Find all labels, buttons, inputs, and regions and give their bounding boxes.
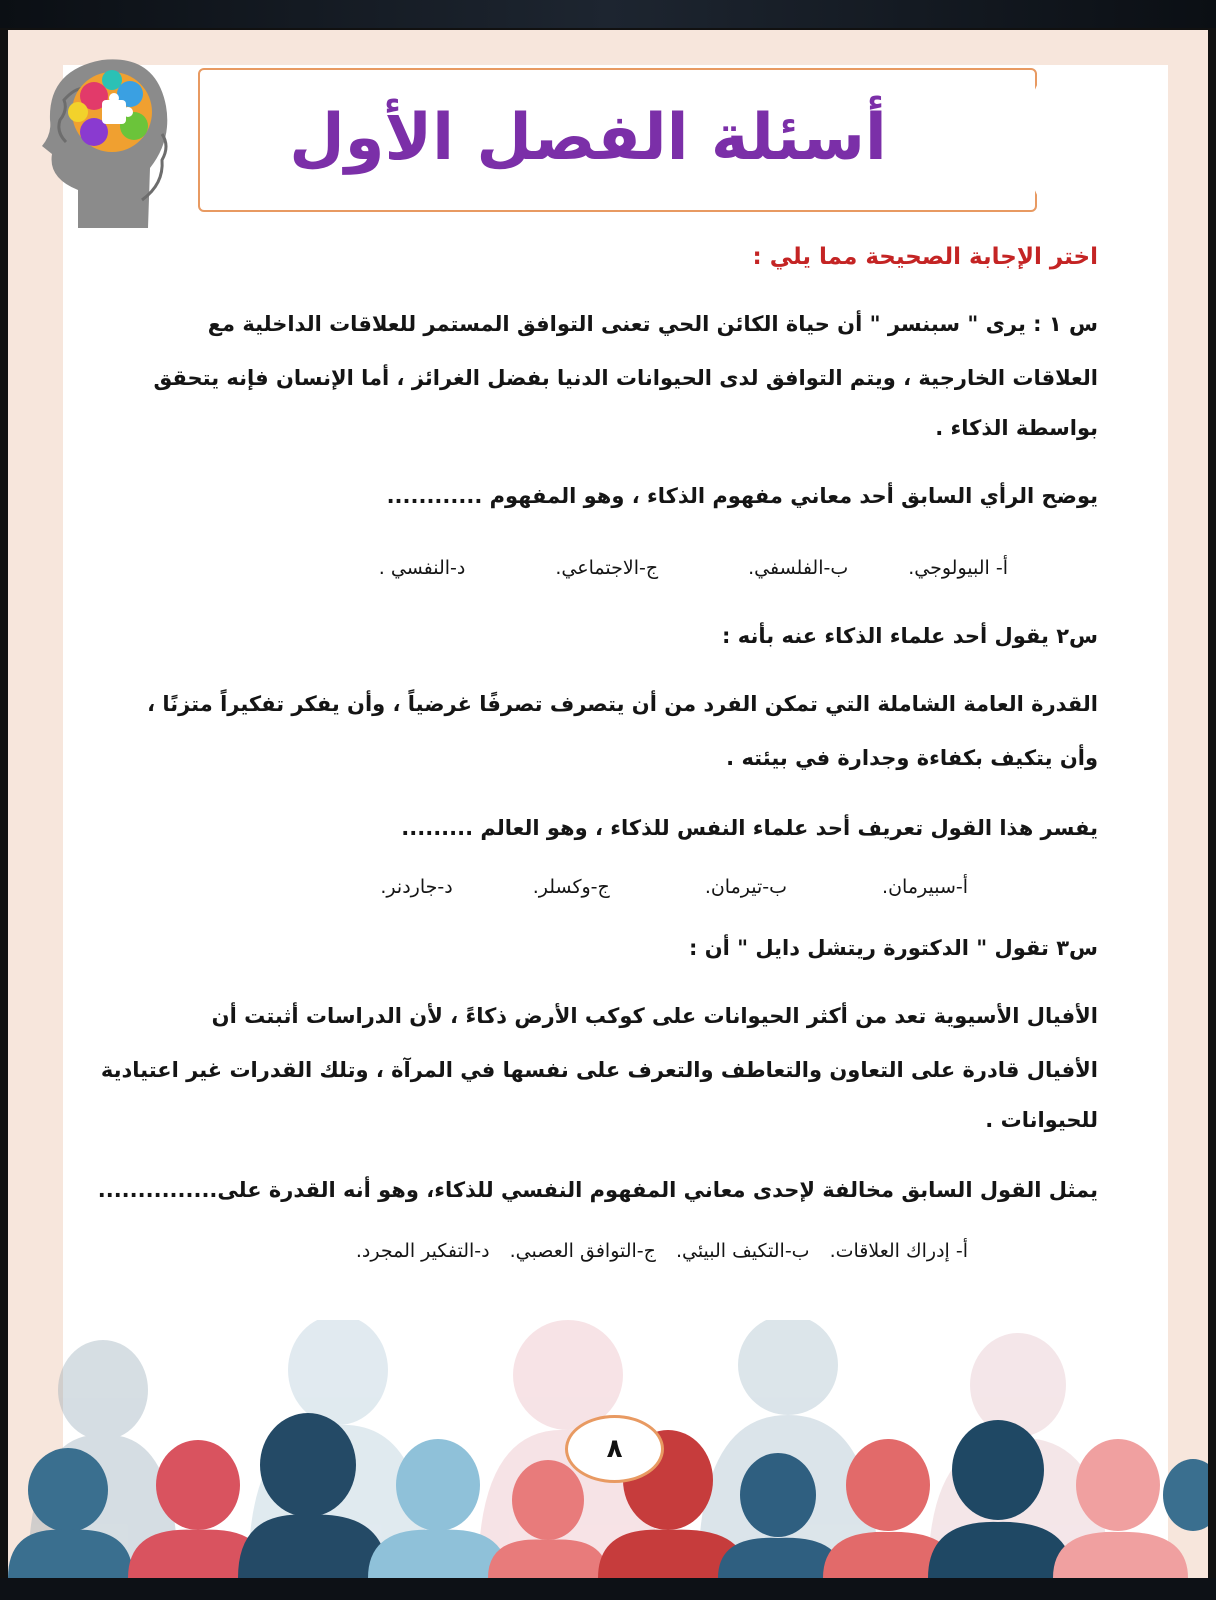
question-3-prompt: يمثل القول السابق مخالفة لإحدى معاني المفهوم النفسي للذكاء، وهو أنه القدرة على............... xyxy=(97,1178,1098,1202)
head-silhouette-puzzle-icon xyxy=(38,50,173,230)
option-c[interactable]: ج-التوافق العصبي. xyxy=(509,1240,656,1262)
option-d[interactable]: د-جاردنر. xyxy=(380,876,453,898)
option-a[interactable]: أ- إدراك العلاقات. xyxy=(829,1240,968,1262)
document-page xyxy=(8,30,1208,1578)
option-c[interactable]: ج-الاجتماعي. xyxy=(555,557,659,579)
option-d[interactable]: د-التفكير المجرد. xyxy=(355,1240,490,1262)
question-2-options xyxy=(118,876,1098,898)
option-c[interactable]: ج-وكسلر. xyxy=(532,876,610,898)
page-title: أسئلة الفصل الأول xyxy=(289,101,887,175)
page-number: ٨ xyxy=(565,1415,664,1483)
question-3-line-1: س٣ تقول " الدكتورة ريتشل دايل " أن : xyxy=(688,936,1098,960)
question-3-line-4: للحيوانات . xyxy=(985,1108,1098,1132)
option-a[interactable]: أ- البيولوجي. xyxy=(908,557,1008,579)
question-3-options xyxy=(118,1240,1098,1262)
option-b[interactable]: ب-تيرمان. xyxy=(704,876,788,898)
option-b[interactable]: ب-التكيف البيئي. xyxy=(675,1240,810,1262)
option-b[interactable]: ب-الفلسفي. xyxy=(748,557,849,579)
question-2-prompt: يفسر هذا القول تعريف أحد علماء النفس للذكاء ، وهو العالم ......... xyxy=(401,816,1098,840)
question-2-line-2: القدرة العامة الشاملة التي تمكن الفرد من أن يتصرف تصرفًا غرضياً ، وأن يفكر تفكيراً متزنًا ، xyxy=(147,692,1098,716)
top-dark-bar xyxy=(0,0,1216,28)
bottom-dark-bar xyxy=(0,1578,1216,1600)
question-3-line-2: الأفيال الأسيوية تعد من أكثر الحيوانات على كوكب الأرض ذكاءً ، لأن الدراسات أثبتت أن xyxy=(211,1004,1098,1028)
question-1-options xyxy=(118,557,1098,579)
question-1-line-2: العلاقات الخارجية ، ويتم التوافق لدى الحيوانات الدنيا بفضل الغرائز ، أما الإنسان فإنه يتحقق xyxy=(153,366,1098,390)
question-2-line-3: وأن يتكيف بكفاءة وجدارة في بيئته . xyxy=(726,746,1098,770)
option-a[interactable]: أ-سبيرمان. xyxy=(882,876,968,898)
question-1-prompt: يوضح الرأي السابق أحد معاني مفهوم الذكاء ، وهو المفهوم ............ xyxy=(386,484,1098,508)
question-1-line-3: بواسطة الذكاء . xyxy=(935,416,1098,440)
option-d[interactable]: د-النفسي . xyxy=(378,557,466,579)
question-3-line-3: الأفيال قادرة على التعاون والتعاطف والتعرف على نفسها في المرآة ، وتلك القدرات غير اعتيادية xyxy=(100,1058,1098,1082)
instruction-text: اختر الإجابة الصحيحة مما يلي : xyxy=(752,244,1098,270)
question-1-line-1: س ١ : يرى " سبنسر " أن حياة الكائن الحي تعنى التوافق المستمر للعلاقات الداخلية مع xyxy=(207,312,1098,336)
question-2-line-1: س٢ يقول أحد علماء الذكاء عنه بأنه : xyxy=(722,624,1098,648)
